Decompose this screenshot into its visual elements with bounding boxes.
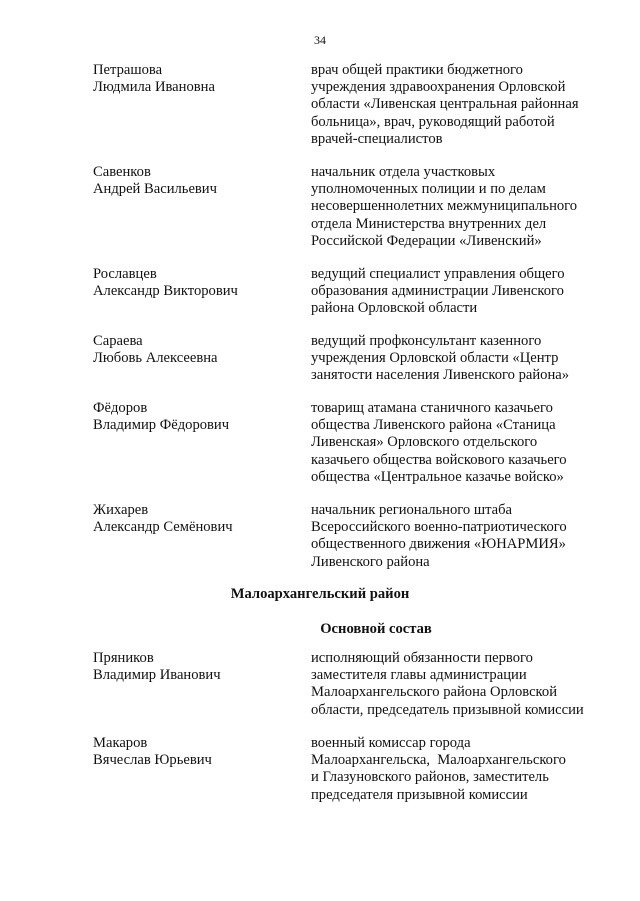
role-line: общества Ливенского района «Станица bbox=[311, 417, 556, 434]
role-line: области «Ливенская центральная районная bbox=[311, 96, 579, 113]
member-role bbox=[311, 333, 611, 385]
member-given-name: Любовь Алексеевна bbox=[93, 350, 218, 367]
member-given-name: Людмила Ивановна bbox=[93, 79, 215, 96]
member-surname: Макаров bbox=[93, 735, 148, 751]
member-name bbox=[93, 266, 303, 300]
role-line: Ливенская» Орловского отдельского bbox=[311, 434, 538, 451]
role-line: врачей-специалистов bbox=[311, 130, 443, 147]
member-name bbox=[93, 333, 303, 367]
role-line: общественного движения «ЮНАРМИЯ» bbox=[311, 536, 566, 553]
role-line: Ливенского района bbox=[311, 553, 430, 570]
role-line: образования администрации Ливенского bbox=[311, 283, 564, 300]
member-surname: Фёдоров bbox=[93, 400, 148, 416]
page-number: 34 bbox=[314, 33, 326, 47]
role-line: казачьего общества войскового казачьего bbox=[311, 451, 567, 468]
member-given-name: Владимир Фёдорович bbox=[93, 417, 230, 434]
member-surname: Петрашова bbox=[93, 62, 163, 78]
member-given-name: Владимир Иванович bbox=[93, 667, 221, 684]
role-line: уполномоченных полиции и по делам bbox=[311, 181, 546, 198]
composition-subheading: Основной состав bbox=[320, 621, 432, 637]
role-line: начальник отдела участковых bbox=[311, 164, 496, 180]
member-given-name: Вячеслав Юрьевич bbox=[93, 752, 212, 769]
role-line: Малоархангельска, Малоархангельского bbox=[311, 752, 566, 769]
member-role bbox=[311, 164, 611, 250]
role-line: района Орловской области bbox=[311, 300, 478, 317]
member-role bbox=[311, 735, 611, 804]
member-name bbox=[93, 164, 303, 198]
member-role bbox=[311, 62, 611, 148]
role-line: Всероссийского военно-патриотического bbox=[311, 519, 567, 536]
role-line: занятости населения Ливенского района» bbox=[311, 367, 570, 384]
role-line: заместителя главы администрации bbox=[311, 667, 527, 684]
role-line: отдела Министерства внутренних дел bbox=[311, 215, 547, 232]
role-line: врач общей практики бюджетного bbox=[311, 62, 523, 78]
member-name bbox=[93, 502, 303, 536]
role-line: Малоархангельского района Орловской bbox=[311, 684, 558, 701]
member-name bbox=[93, 650, 303, 684]
role-line: начальник регионального штаба bbox=[311, 502, 513, 518]
member-surname: Савенков bbox=[93, 164, 151, 180]
member-given-name: Андрей Васильевич bbox=[93, 181, 217, 198]
member-role bbox=[311, 400, 611, 486]
member-given-name: Александр Семёнович bbox=[93, 519, 233, 536]
role-line: больница», врач, руководящий работой bbox=[311, 113, 555, 130]
district-heading: Малоархангельский район bbox=[230, 586, 410, 602]
role-line: несовершеннолетних межмуниципального bbox=[311, 198, 578, 215]
role-line: общества «Центральное казачье войско» bbox=[311, 468, 564, 485]
member-name bbox=[93, 400, 303, 434]
member-surname: Сараева bbox=[93, 333, 143, 349]
role-line: учреждения здравоохранения Орловской bbox=[311, 79, 566, 96]
role-line: исполняющий обязанности первого bbox=[311, 650, 533, 666]
role-line: военный комиссар города bbox=[311, 735, 471, 751]
role-line: товарищ атамана станичного казачьего bbox=[311, 400, 553, 416]
member-given-name: Александр Викторович bbox=[93, 283, 238, 300]
member-role bbox=[311, 266, 611, 318]
member-surname: Пряников bbox=[93, 650, 154, 666]
member-name bbox=[93, 735, 303, 769]
member-role bbox=[311, 502, 611, 571]
role-line: области, председатель призывной комиссии bbox=[311, 701, 584, 718]
role-line: и Глазуновского районов, заместитель bbox=[311, 769, 549, 786]
role-line: Российской Федерации «Ливенский» bbox=[311, 232, 542, 249]
member-surname: Рославцев bbox=[93, 266, 157, 282]
role-line: ведущий специалист управления общего bbox=[311, 266, 565, 282]
member-role bbox=[311, 650, 611, 719]
member-surname: Жихарев bbox=[93, 502, 149, 518]
role-line: ведущий профконсультант казенного bbox=[311, 333, 542, 349]
member-name bbox=[93, 62, 303, 96]
role-line: председателя призывной комиссии bbox=[311, 786, 528, 803]
role-line: учреждения Орловской области «Центр bbox=[311, 350, 559, 367]
